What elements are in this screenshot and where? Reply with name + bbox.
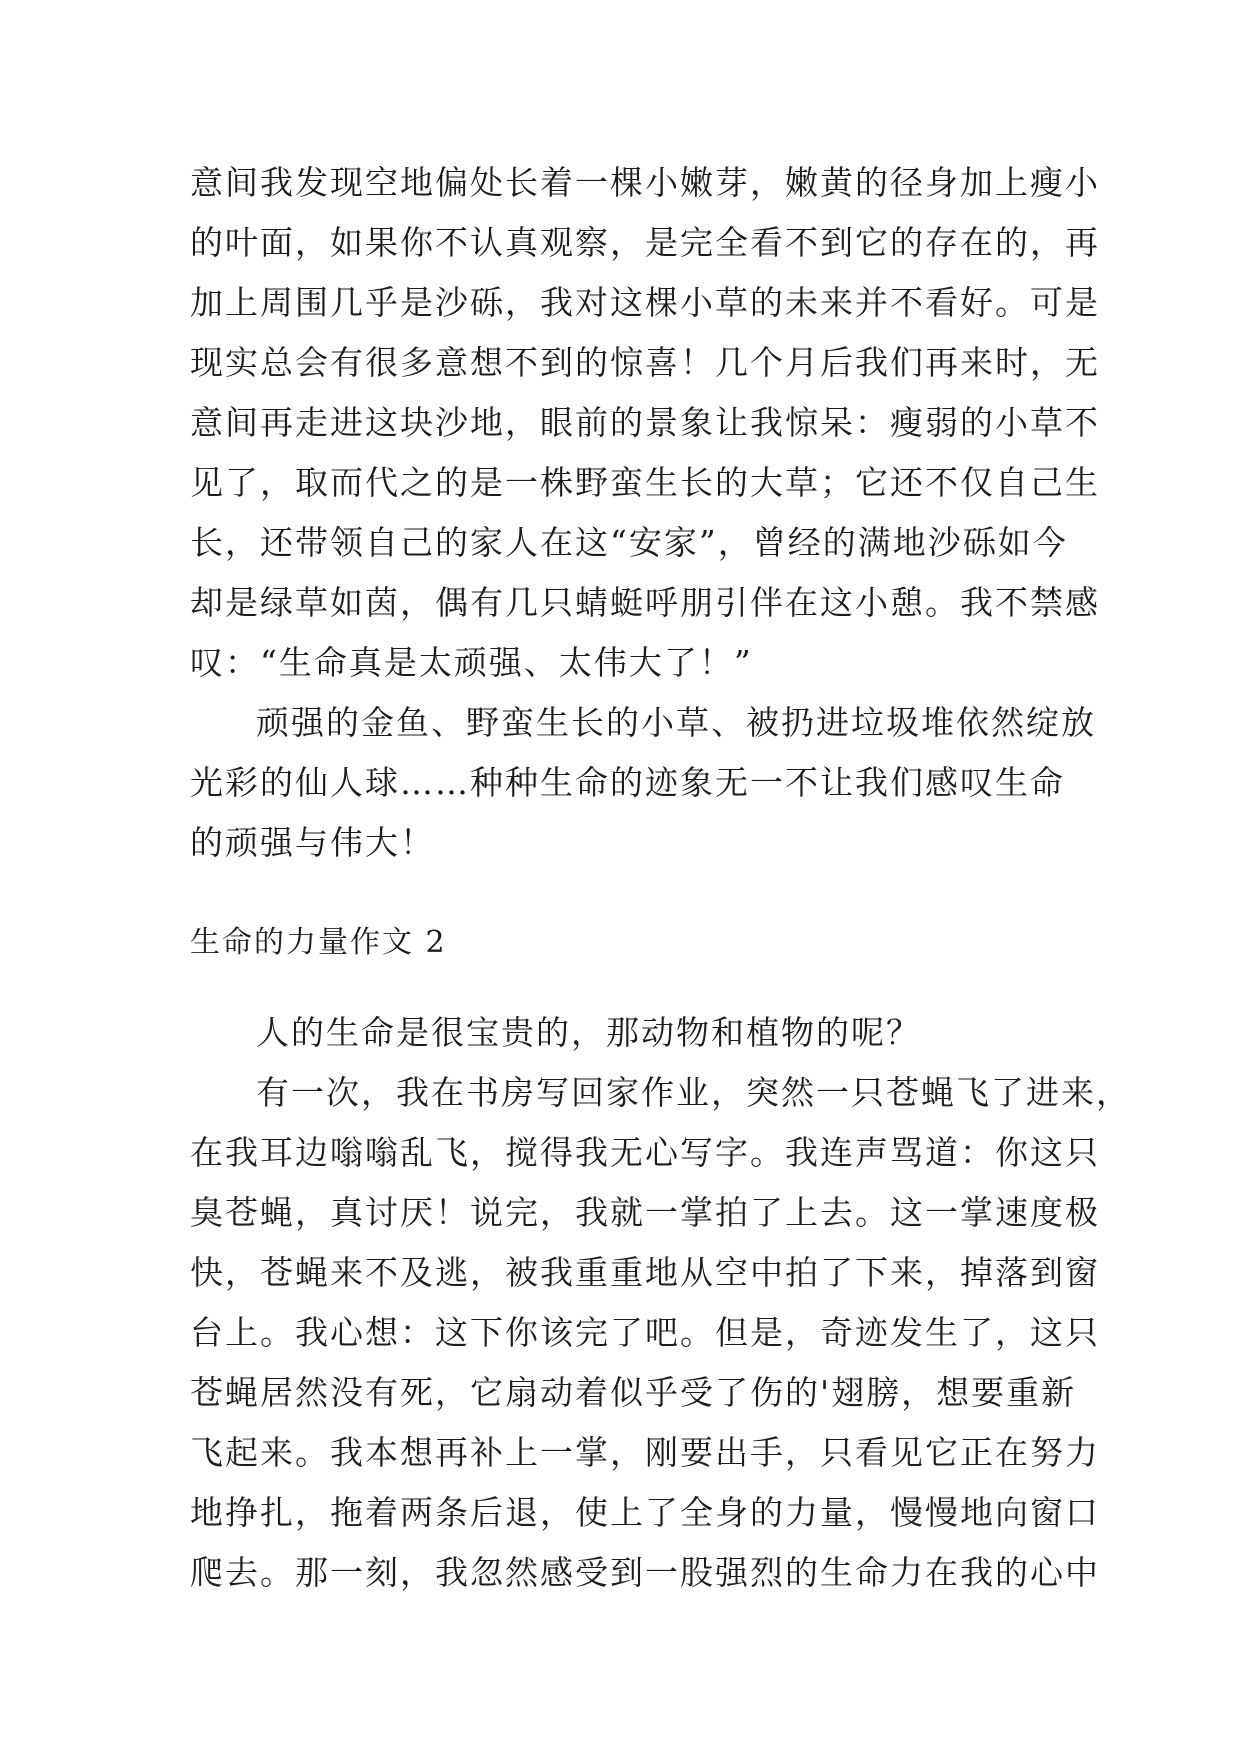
text-line: 台上。我心想：这下你该完了吧。但是，奇迹发生了，这只: [190, 1313, 1100, 1352]
text-line: 却是绿草如茵，偶有几只蜻蜓呼朋引伴在这小憩。我不禁感: [190, 583, 1100, 622]
text-line: 顽强的金鱼、野蛮生长的小草、被扔进垃圾堆依然绽放: [256, 703, 1096, 742]
text-line: 人的生命是很宝贵的，那动物和植物的呢？: [256, 1013, 921, 1052]
text-line: 意间再走进这块沙地，眼前的景象让我惊呆：瘦弱的小草不: [190, 403, 1100, 442]
text-line: 长，还带领自己的家人在这“安家”，曾经的满地沙砾如今: [190, 523, 1068, 562]
text-line: 苍蝇居然没有死，它扇动着似乎受了伤的'翅膀，想要重新: [190, 1373, 1077, 1412]
text-line: 叹：“生命真是太顽强、太伟大了！”: [190, 643, 753, 682]
text-line: 在我耳边嗡嗡乱飞，搅得我无心写字。我连声骂道：你这只: [190, 1133, 1100, 1172]
text-line: 飞起来。我本想再补上一掌，刚要出手，只看见它正在努力: [190, 1433, 1100, 1472]
text-line: 的顽强与伟大！: [190, 823, 435, 862]
essay-2-title: 生命的力量作文 2: [190, 925, 447, 960]
text-line: 意间我发现空地偏处长着一棵小嫩芽，嫩黄的径身加上瘦小: [190, 163, 1100, 202]
text-line: 见了，取而代之的是一株野蛮生长的大草；它还不仅自己生: [190, 463, 1100, 502]
text-line: 臭苍蝇，真讨厌！说完，我就一掌拍了上去。这一掌速度极: [190, 1193, 1100, 1232]
essay-1-body: [190, 153, 1100, 873]
text-line: 地挣扎，拖着两条后退，使上了全身的力量，慢慢地向窗口: [190, 1493, 1100, 1532]
text-line: 的叶面，如果你不认真观察，是完全看不到它的存在的，再: [190, 223, 1100, 262]
text-line: 加上周围几乎是沙砾，我对这棵小草的未来并不看好。可是: [190, 283, 1100, 322]
text-line: 快，苍蝇来不及逃，被我重重地从空中拍了下来，掉落到窗: [190, 1253, 1100, 1292]
text-line: 现实总会有很多意想不到的惊喜！几个月后我们再来时，无: [190, 343, 1100, 382]
text-line: 爬去。那一刻，我忽然感受到一股强烈的生命力在我的心中: [190, 1553, 1100, 1592]
text-line: 有一次，我在书房写回家作业，突然一只苍蝇飞了进来，: [256, 1073, 1131, 1112]
text-line: 光彩的仙人球……种种生命的迹象无一不让我们感叹生命: [190, 763, 1065, 802]
essay-2-body: [190, 1003, 1131, 1603]
